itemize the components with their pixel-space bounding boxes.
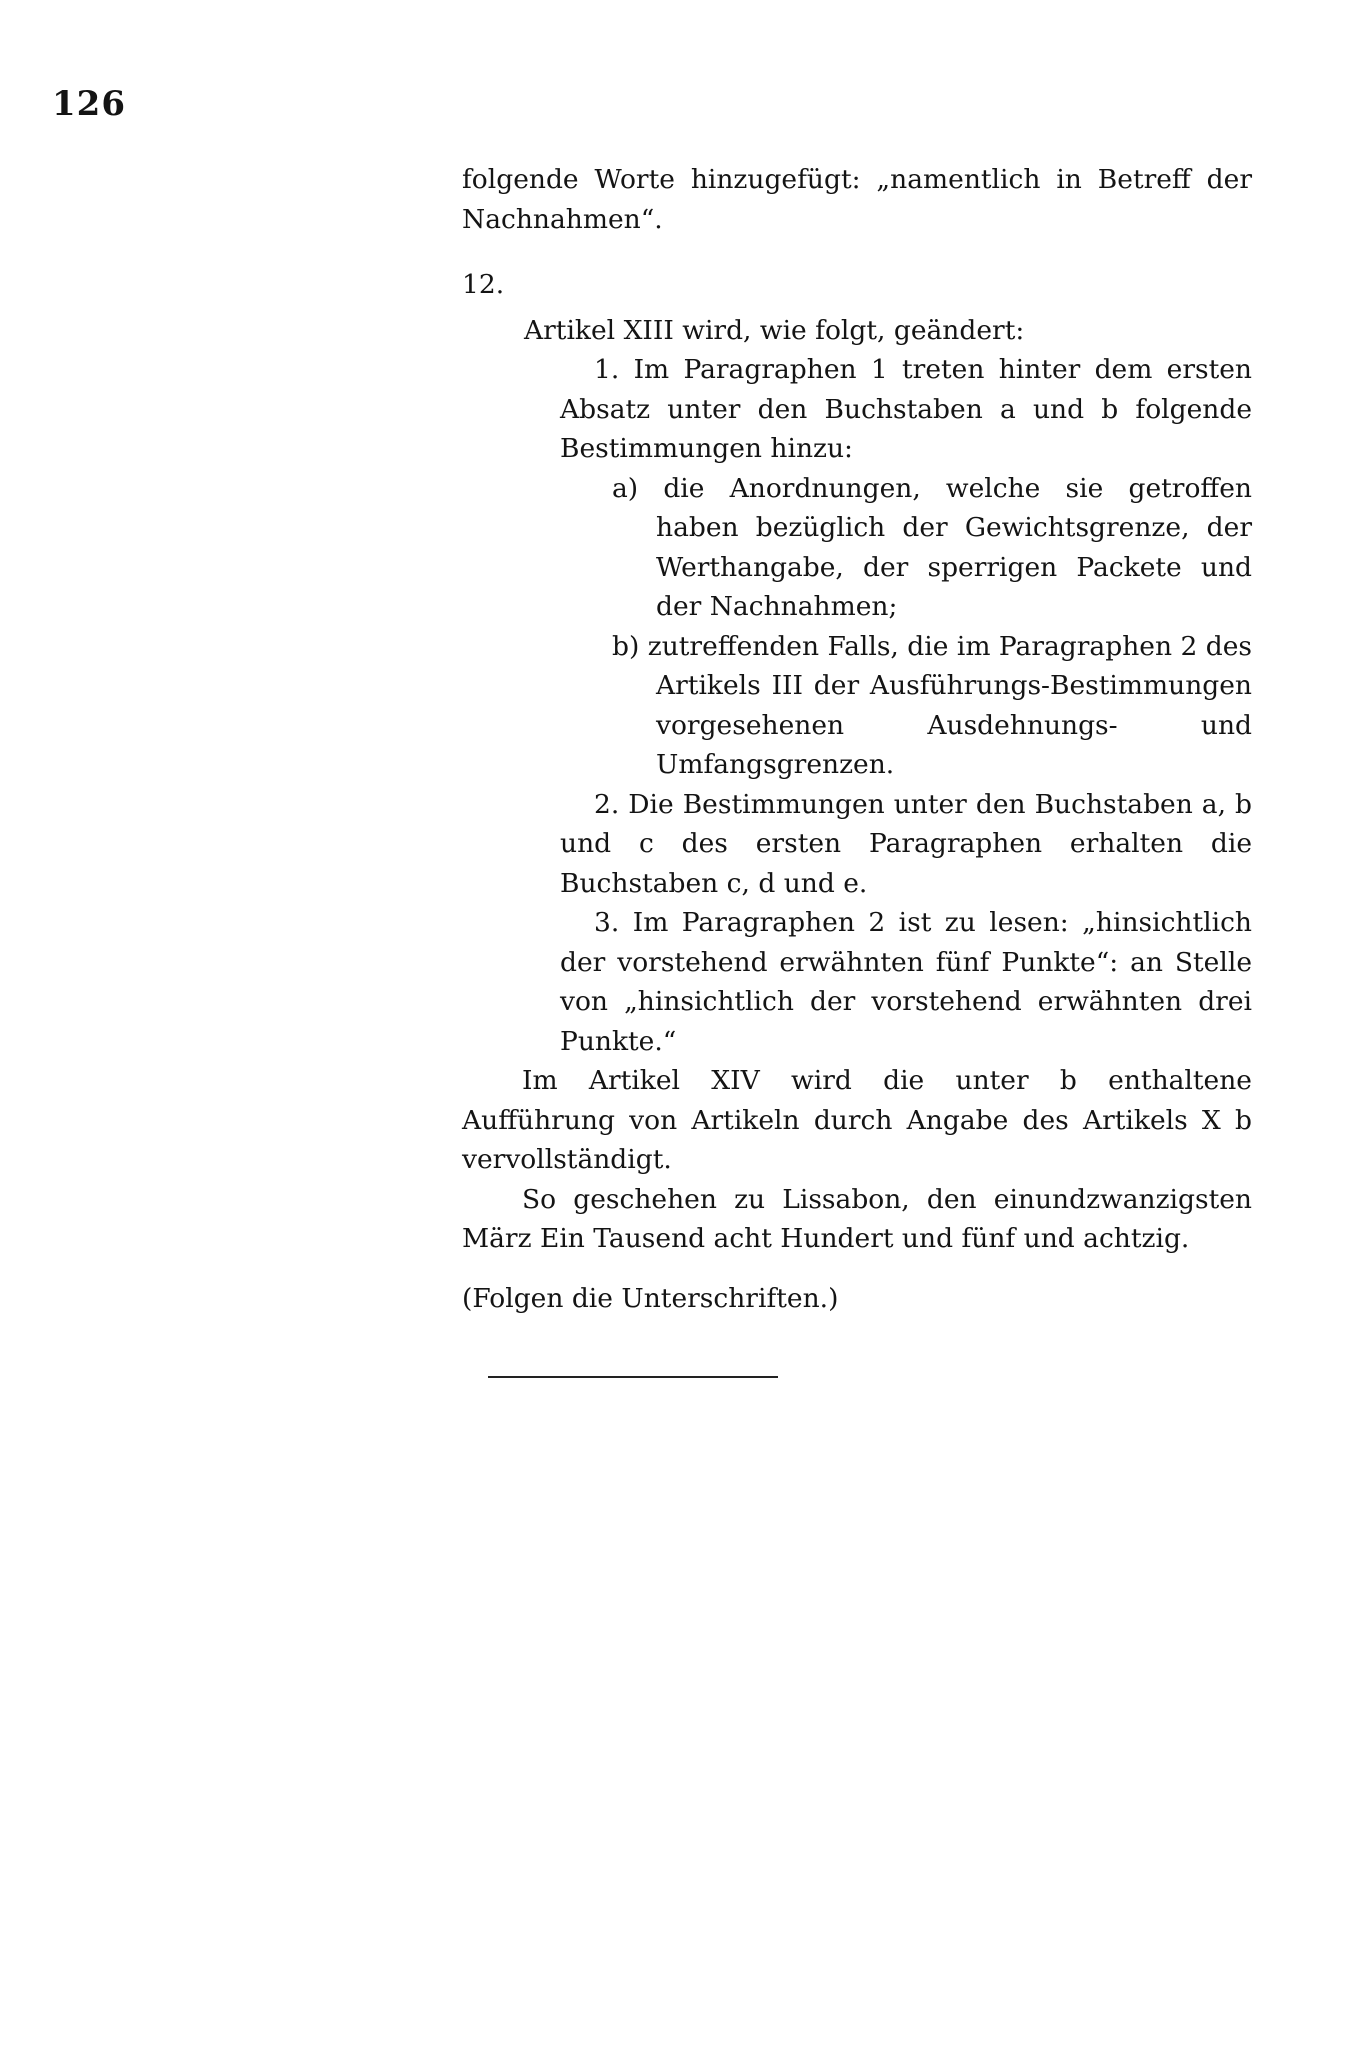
signatures-note: (Folgen die Unterschriften.) (462, 1282, 839, 1314)
section-number: 12. (462, 269, 505, 300)
article-14-paragraph: Im Artikel XIV wird die unter b enthaltene Aufführung von Artikeln durch Angabe des Artikels X b vervollständigt. (462, 1065, 1252, 1175)
list-item-1: 1. Im Paragraphen 1 treten hinter dem ersten Absatz unter den Buchstaben a und b folgende Bestimmungen hinzu: (560, 354, 1252, 464)
closing-paragraph: So geschehen zu Lissabon, den einundzwanzigsten März Ein Tausend acht Hundert und fünf und achtzig. (462, 1183, 1252, 1254)
separator-rule (488, 1376, 778, 1378)
sub-item-a: a) die Anordnungen, welche sie getroffen haben bezüglich der Gewichtsgrenze, der Werthangabe, der sperrigen Packete und der Nachnahmen; (612, 472, 1252, 622)
list-item-3: 3. Im Paragraphen 2 ist zu lesen: „hinsichtlich der vorstehend erwähnten fünf Punkte“: an Stelle von „hinsichtlich der vorstehend erwähnten drei Punkte.“ (560, 907, 1252, 1057)
article-heading-line: Artikel XIII wird, wie folgt, geändert: (524, 314, 1025, 346)
sub-item-b: b) zutreffenden Falls, die im Paragraphen 2 des Artikels III der Ausführungs-Bestimmungen vorgesehenen Ausdehnungs- und Umfangsgrenzen. (612, 630, 1252, 780)
list-item-2: 2. Die Bestimmungen unter den Buchstaben a, b und c des ersten Paragraphen erhalten die Buchstaben c, d und e. (560, 788, 1252, 899)
page-number: 126 (52, 84, 126, 124)
intro-paragraph: folgende Worte hinzugefügt: „namentlich in Betreff der Nachnahmen“. (462, 164, 1252, 235)
text-column (462, 160, 1252, 1318)
